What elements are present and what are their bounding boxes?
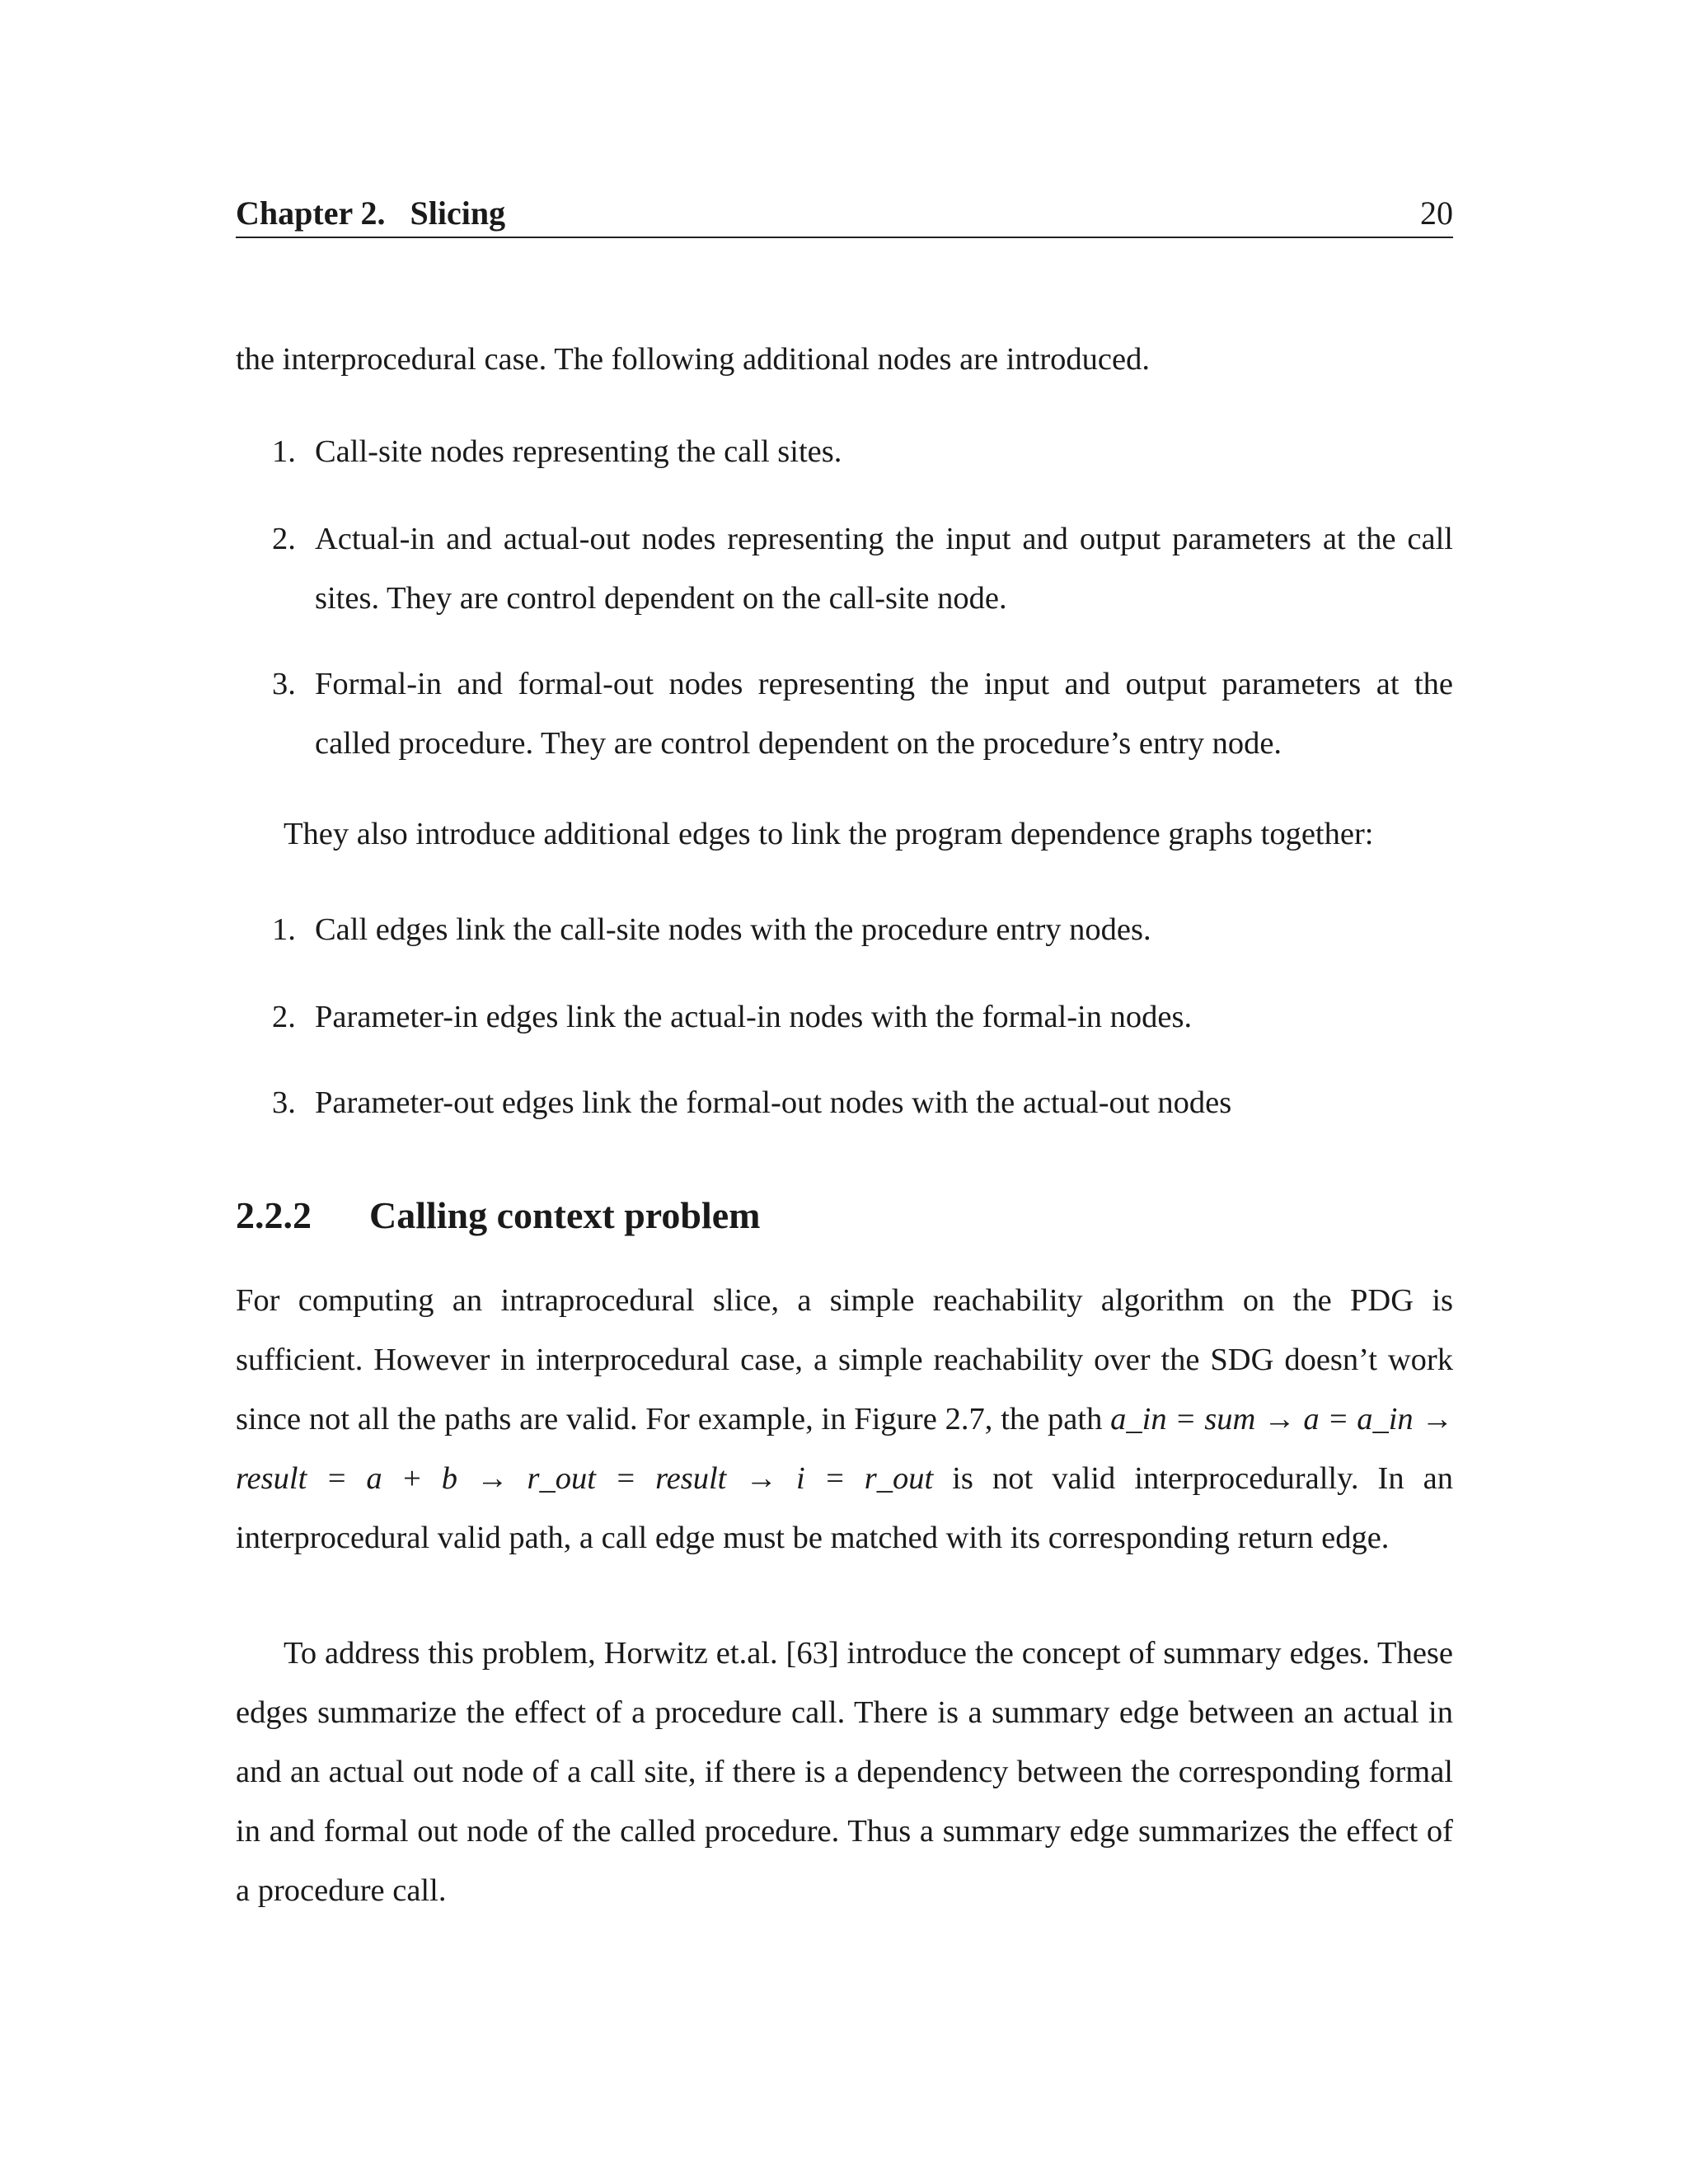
list-item-number: 2. [272,1000,296,1034]
node-list-item-3 [272,654,1453,773]
edge-list-item-1 [272,900,1453,959]
edge-list-item-2 [272,987,1453,1047]
node-list-item-1 [272,422,1453,481]
paragraph-2: To address this problem, Horwitz et.al. [63] introduce the concept of summary edges. These edges summarize the effect of a procedure call. There is a summary edge between an actual in and an actual out node of a call site, if there is a dependency between the corresponding formal in and formal out node of the called procedure. Thus a summary edge summarizes the effect of a procedure call. [236,1636,1453,1908]
edge-list-item-3 [272,1073,1453,1132]
list-item-text: Parameter-out edges link the formal-out nodes with the actual-out nodes [315,1085,1232,1120]
list-item-number: 3. [272,1085,296,1120]
list-item-number: 1. [272,912,296,947]
list-item-number: 1. [272,434,296,469]
intro-line: the interprocedural case. The following additional nodes are introduced. [236,342,1150,377]
page-number: 20 [1420,194,1453,232]
paragraph-1-text-a: For computing an intraprocedural slice, a simple reachability algorithm on the PDG is sufficient. However in interprocedural case, a simple reachability over the SDG doesn’t work since not all the paths are valid. For example, in Figure 2.7, the path [236,1283,1453,1436]
paragraph-1 [236,1271,1453,1568]
chapter-title: Chapter 2. Slicing [236,194,506,232]
section-heading [236,1193,760,1237]
list-item-number: 2. [272,522,296,556]
edges-intro: They also introduce additional edges to link the program dependence graphs together: [284,817,1374,851]
list-item-text: Call edges link the call-site nodes with the procedure entry nodes. [315,912,1151,947]
section-number: 2.2.2 [236,1194,312,1236]
list-item-number: 3. [272,667,296,701]
paragraph-1-text-b: is not valid interprocedurally. In an interprocedural valid path, a call edge must be matched with its corresponding return edge. [236,1461,1453,1555]
node-list-item-2 [272,509,1453,628]
math-valid-path-expression: a_in = sum → a = a_in → result = a + b → r_out = result → i = r_out [236,1402,1453,1496]
list-item-text: Actual-in and actual-out nodes representing the input and output parameters at the call sites. They are control dependent on the call-site node. [315,522,1453,616]
list-item-text: Parameter-in edges link the actual-in nodes with the formal-in nodes. [315,1000,1193,1034]
header-rule [236,237,1453,238]
running-header [236,194,1453,232]
list-item-text: Formal-in and formal-out nodes representing the input and output parameters at the called procedure. They are control dependent on the procedure’s entry node. [315,667,1453,761]
list-item-text: Call-site nodes representing the call sites. [315,434,842,469]
section-title: Calling context problem [369,1194,761,1236]
